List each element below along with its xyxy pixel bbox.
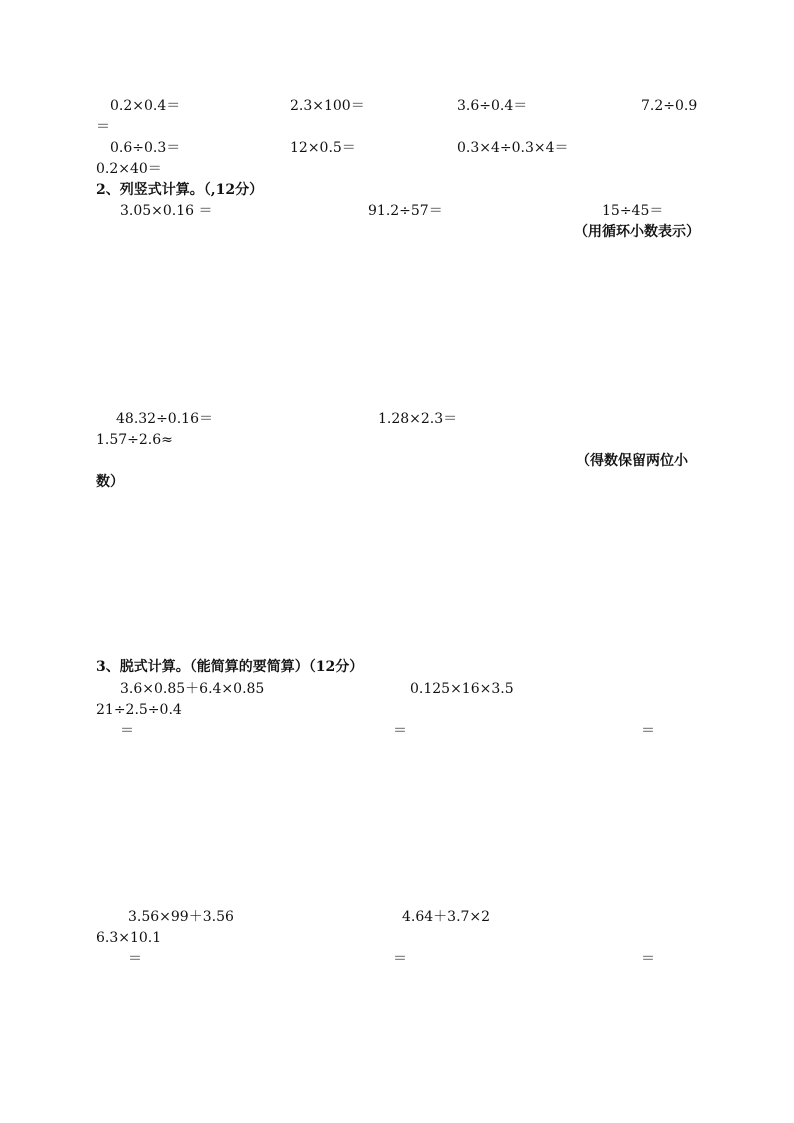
problem-6: 12×0.5＝ bbox=[290, 140, 356, 156]
step-problem-5: 4.64＋3.7×2 bbox=[402, 909, 491, 925]
step-equals-3: ＝ bbox=[641, 723, 655, 739]
rounding-note: （得数保留两位小 bbox=[576, 453, 688, 469]
problem-4: 7.2÷0.9 bbox=[641, 98, 698, 114]
vertical-problem-6: 1.57÷2.6≈ bbox=[96, 432, 173, 448]
vertical-problem-1: 3.05×0.16 ＝ bbox=[120, 203, 213, 219]
step-equals-4: ＝ bbox=[128, 951, 142, 967]
step-problem-1: 3.6×0.85＋6.4×0.85 bbox=[120, 681, 265, 697]
step-equals-1: ＝ bbox=[120, 723, 134, 739]
section-3-heading: 3、脱式计算。（能简算的要简算）（12分） bbox=[96, 659, 364, 675]
step-problem-2: 0.125×16×3.5 bbox=[410, 681, 514, 697]
step-problem-4: 3.56×99＋3.56 bbox=[128, 909, 234, 925]
rounding-note-wrap: 数） bbox=[96, 474, 124, 490]
problem-2: 2.3×100＝ bbox=[290, 98, 365, 114]
vertical-problem-2: 91.2÷57＝ bbox=[368, 203, 443, 219]
step-problem-6: 6.3×10.1 bbox=[96, 930, 162, 946]
step-equals-6: ＝ bbox=[641, 951, 655, 967]
vertical-problem-3: 15÷45＝ bbox=[602, 203, 664, 219]
step-problem-3: 21÷2.5÷0.4 bbox=[96, 702, 182, 718]
vertical-problem-5: 1.28×2.3＝ bbox=[378, 411, 458, 427]
problem-5: 0.6÷0.3＝ bbox=[110, 140, 181, 156]
step-equals-2: ＝ bbox=[393, 723, 407, 739]
step-equals-5: ＝ bbox=[393, 951, 407, 967]
vertical-problem-4: 48.32÷0.16＝ bbox=[116, 411, 213, 427]
problem-8: 0.2×40＝ bbox=[96, 161, 162, 177]
problem-1: 0.2×0.4＝ bbox=[110, 98, 181, 114]
problem-3: 3.6÷0.4＝ bbox=[457, 98, 528, 114]
section-2-heading: 2、列竖式计算。（,12分） bbox=[96, 182, 264, 198]
problem-7: 0.3×4÷0.3×4＝ bbox=[457, 140, 569, 156]
problem-4-equals: ＝ bbox=[96, 119, 110, 135]
recurring-decimal-note: （用循环小数表示） bbox=[574, 224, 700, 240]
